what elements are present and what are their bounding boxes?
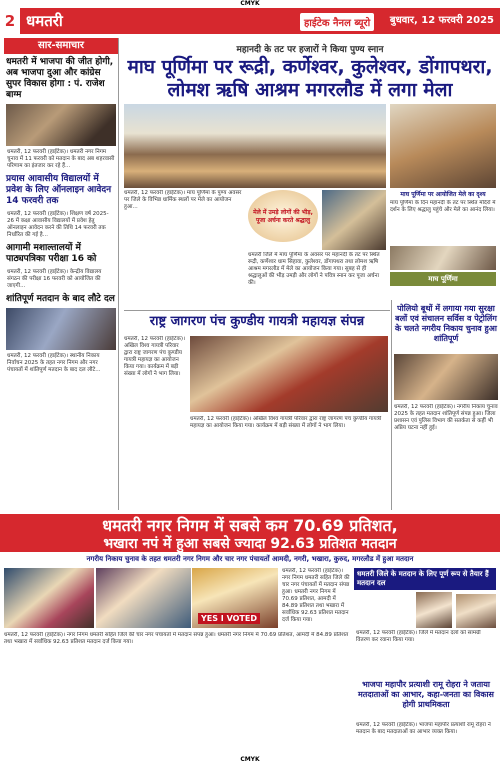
left-item-photo (6, 308, 116, 350)
cmyk-marker-top: CMYK (240, 0, 260, 7)
bottom-story-text: धमतरी, 12 फरवरी (हाईटेक)। नगर निगम धमतरी सहित जिले की चार नगर पंचायतों में मतदान संपन्न हुआ। धमतरी नगर निगम में 70.69 प्रतिशत, आमदी में 84.89 प्रतिशत तथा भखारा में सर्वाधिक 92.63 प्रतिशत मतदान दर्ज किया गया। (282, 568, 350, 623)
sidebar-box-text: धमतरी, 12 फरवरी (हाईटेक)। जिले में मतदान दलों को सामग्री वितरण कर रवाना किया गया। (356, 630, 481, 643)
left-item-title: शांतिपूर्ण मतदान के बाद लौटे दल (6, 294, 115, 304)
left-item-text: धमतरी, 12 फरवरी (हाईटेक)। स्थानीय निकाय निर्वाचन 2025 के तहत नगर निगम और नगर पंचायतों में शांतिपूर्ण मतदान के बाद दल लौटे... (7, 353, 101, 373)
divider (391, 300, 392, 510)
right-story-photo (394, 354, 498, 400)
right-story-headline: पोलियो बूथों में लगाया गया सुरक्षा बलों एवं संचालन सर्विस व पेट्रोलिंग के चलते नगरीय निकाय चुनाव हुआ शांतिपूर्ण (395, 304, 497, 343)
voting-photo (96, 568, 191, 628)
left-item-text: धमतरी, 12 फरवरी (हाईटेक)। धमतरी नगर निगम चुनाव में 11 फरवरी को मतदान के बाद अब शहरवासी परिणाम का इंतजार कर रहे हैं... (7, 149, 115, 169)
sidebar-news-box (354, 568, 496, 628)
right-photo-caption: माघ पूर्णिमा पर आयोजित मेले का दृश्य (400, 191, 486, 198)
bottom-right-headline: भाजपा महापौर प्रत्याशी रामू रोहरा ने जताया मतदाताओं का आभार, कहा-जनता का विकास होगी प्राथमिकता (358, 680, 494, 709)
left-item-photo (6, 104, 116, 146)
lead-headline: माघ पूर्णिमा पर रूद्री, कर्णेश्वर, कुलेश्वर, डोंगापथरा, लोमश ऋषि आश्रम मगरलौड में लगा मेला (127, 56, 493, 101)
right-column-text: माघ पूर्णिमा के दिन महानदी के तट पर स्थित मंदिरों में दर्शन के लिए श्रद्धालु पहुंचे और मेले का आनंद लिया। (390, 200, 496, 213)
bottom-story-body: धमतरी, 12 फरवरी (हाईटेक)। नगर निगम धमतरी सहित जिले की चार नगर पंचायतों में मतदान संपन्न हुआ। धमतरी नगर निगम में 70.69 प्रतिशत, आमदी में 84.89 प्रतिशत तथा भखारा में सर्वाधिक 92.63 प्रतिशत मतदान दर्ज किया गया। (4, 632, 349, 645)
left-news-column (4, 38, 119, 510)
secondary-photo (190, 336, 388, 412)
left-item-text: धमतरी, 12 फरवरी (हाईटेक)। केन्द्रीय विद्यालय संगठन की परीक्षा 16 फरवरी को आयोजित की जाएगी... (7, 269, 102, 289)
left-item-title: धमतरी में भाजपा की जीत होगी, अब भाजपा दुआ और कांग्रेस सुपर विकास होगा : पं. राजेश बाग्म (6, 57, 114, 100)
left-item-title: आगामी मशाल्तालयों में पाठ्यपत्रिका परीक्षा 16 को (6, 243, 97, 264)
lead-mid-photo (322, 190, 386, 250)
page-number: 2 (0, 8, 20, 34)
lead-inset-caption: मेले में उमड़े लोगों की भीड़, पूजा अर्चना करते श्रद्धालु (248, 190, 318, 242)
divider (124, 310, 390, 311)
left-item-3 (4, 243, 118, 291)
secondary-headline: राष्ट्र जागरण पंच कुण्डीय गायत्री महायज्ञ संपन्न (149, 314, 365, 329)
lead-photo (124, 104, 386, 188)
brand-suffix: ब्यूरो (354, 18, 371, 29)
banner-line-2: भखारा नपं में हुआ सबसे ज्यादा 92.63 प्रतिशत मतदान (103, 536, 397, 552)
banner-subhead: नगरीय निकाय चुनाव के तहत धमतरी नगर निगम और चार नगर पंचायतों आमदी, नगरी, भखारा, कुरुद, मगरलौड में हुआ मतदान (86, 555, 414, 563)
left-item-text: धमतरी, 12 फरवरी (हाईटेक)। शिक्षण वर्ष 2025-26 में कक्षा आवासीय विद्यालयों में प्रवेश हेतु ऑनलाइन आवेदन करने की तिथि 14 फरवरी तक निर्धारित की गई है... (7, 211, 109, 238)
sidebar-box-headline: धमतरी जिले के मतदान के लिए पूर्ण रूप से तैयार हैं मतदान दल (354, 568, 496, 590)
right-box-header: माघ पूर्णिमा (390, 272, 496, 286)
voting-photo (4, 568, 94, 628)
sidebar-box-photo (416, 592, 452, 628)
newspaper-brand (300, 13, 374, 31)
cmyk-marker-bottom: CMYK (240, 756, 260, 763)
left-item-title: प्रयास आवासीय विद्यालयों में प्रवेश के लिए ऑनलाइन आवेदन 14 फरवरी तक (6, 174, 112, 206)
left-item-1 (4, 57, 118, 171)
bottom-right-text: धमतरी, 12 फरवरी (हाईटेक)। भाजपा महापौर प्रत्याशी रामू रोहरा ने मतदान के बाद मतदाताओं का आभार व्यक्त किया। (356, 722, 491, 735)
sidebar-box-photo (456, 594, 496, 628)
left-item-4 (4, 294, 118, 375)
secondary-text: धमतरी, 12 फरवरी (हाईटेक)। अखिल विश्व गायत्री परिवार द्वारा राष्ट्र जागरण पंच कुण्डीय गायत्री महायज्ञ का आयोजन किया गया। कार्यक्रम में बड़ी संख्या में लोगों ने भाग लिया। (124, 336, 186, 377)
lead-photo-caption: धमतरी, 12 फरवरी (हाईटेक)। माघ पूर्णिमा के पुण्य अवसर पर जिले के विभिन्न धार्मिक स्थलों पर मेले का आयोजन हुआ... (124, 190, 242, 210)
column-header: सार-समाचार (4, 38, 118, 54)
lead-kicker: महानदी के तट पर हजारों ने किया पुण्य स्नान (236, 45, 384, 55)
voting-photo (192, 568, 278, 628)
right-photo-secondary (390, 246, 496, 270)
lead-column-text: धमतरी जिले में माघ पूर्णिमा के अवसर पर महानदी के तट पर स्थित रूद्री, कर्णेश्वर धाम सिहावा, कुलेश्वर, डोंगापथरा तथा लोमश ऋषि आश्रम मगरलौड में मेले का आयोजन किया गया। सुबह से ही श्रद्धालुओं की भीड़ उमड़ी और लोगों ने पवित्र स्नान कर पूजा अर्चना की। (248, 252, 380, 286)
secondary-text-cont: धमतरी, 12 फरवरी (हाईटेक)। अखिल विश्व गायत्री परिवार द्वारा राष्ट्र जागरण पंच कुण्डीय गायत्री महायज्ञ का आयोजन किया गया। कार्यक्रम में बड़ी संख्या में लोगों ने भाग लिया। (190, 416, 382, 429)
yes-i-voted-label: YES I VOTED (198, 613, 260, 624)
masthead (0, 8, 500, 34)
right-story-text: धमतरी, 12 फरवरी (हाईटेक)। नगरीय निकाय चुनाव 2025 के तहत मतदान शांतिपूर्ण संपन्न हुआ। जिला प्रशासन एवं पुलिस विभाग की सतर्कता से कहीं भी अप्रिय घटना नहीं हुई। (394, 404, 498, 431)
banner-headline (0, 514, 500, 552)
section-name: धमतरी (26, 12, 63, 30)
banner-line-1: धमतरी नगर निगम में सबसे कम 70.69 प्रतिशत, (102, 516, 398, 535)
lead-side-photo (390, 104, 496, 188)
brand-name: हाईटेक नैनल (304, 18, 351, 29)
left-item-2 (4, 174, 118, 240)
issue-date: बुधवार, 12 फरवरी 2025 (389, 15, 494, 26)
